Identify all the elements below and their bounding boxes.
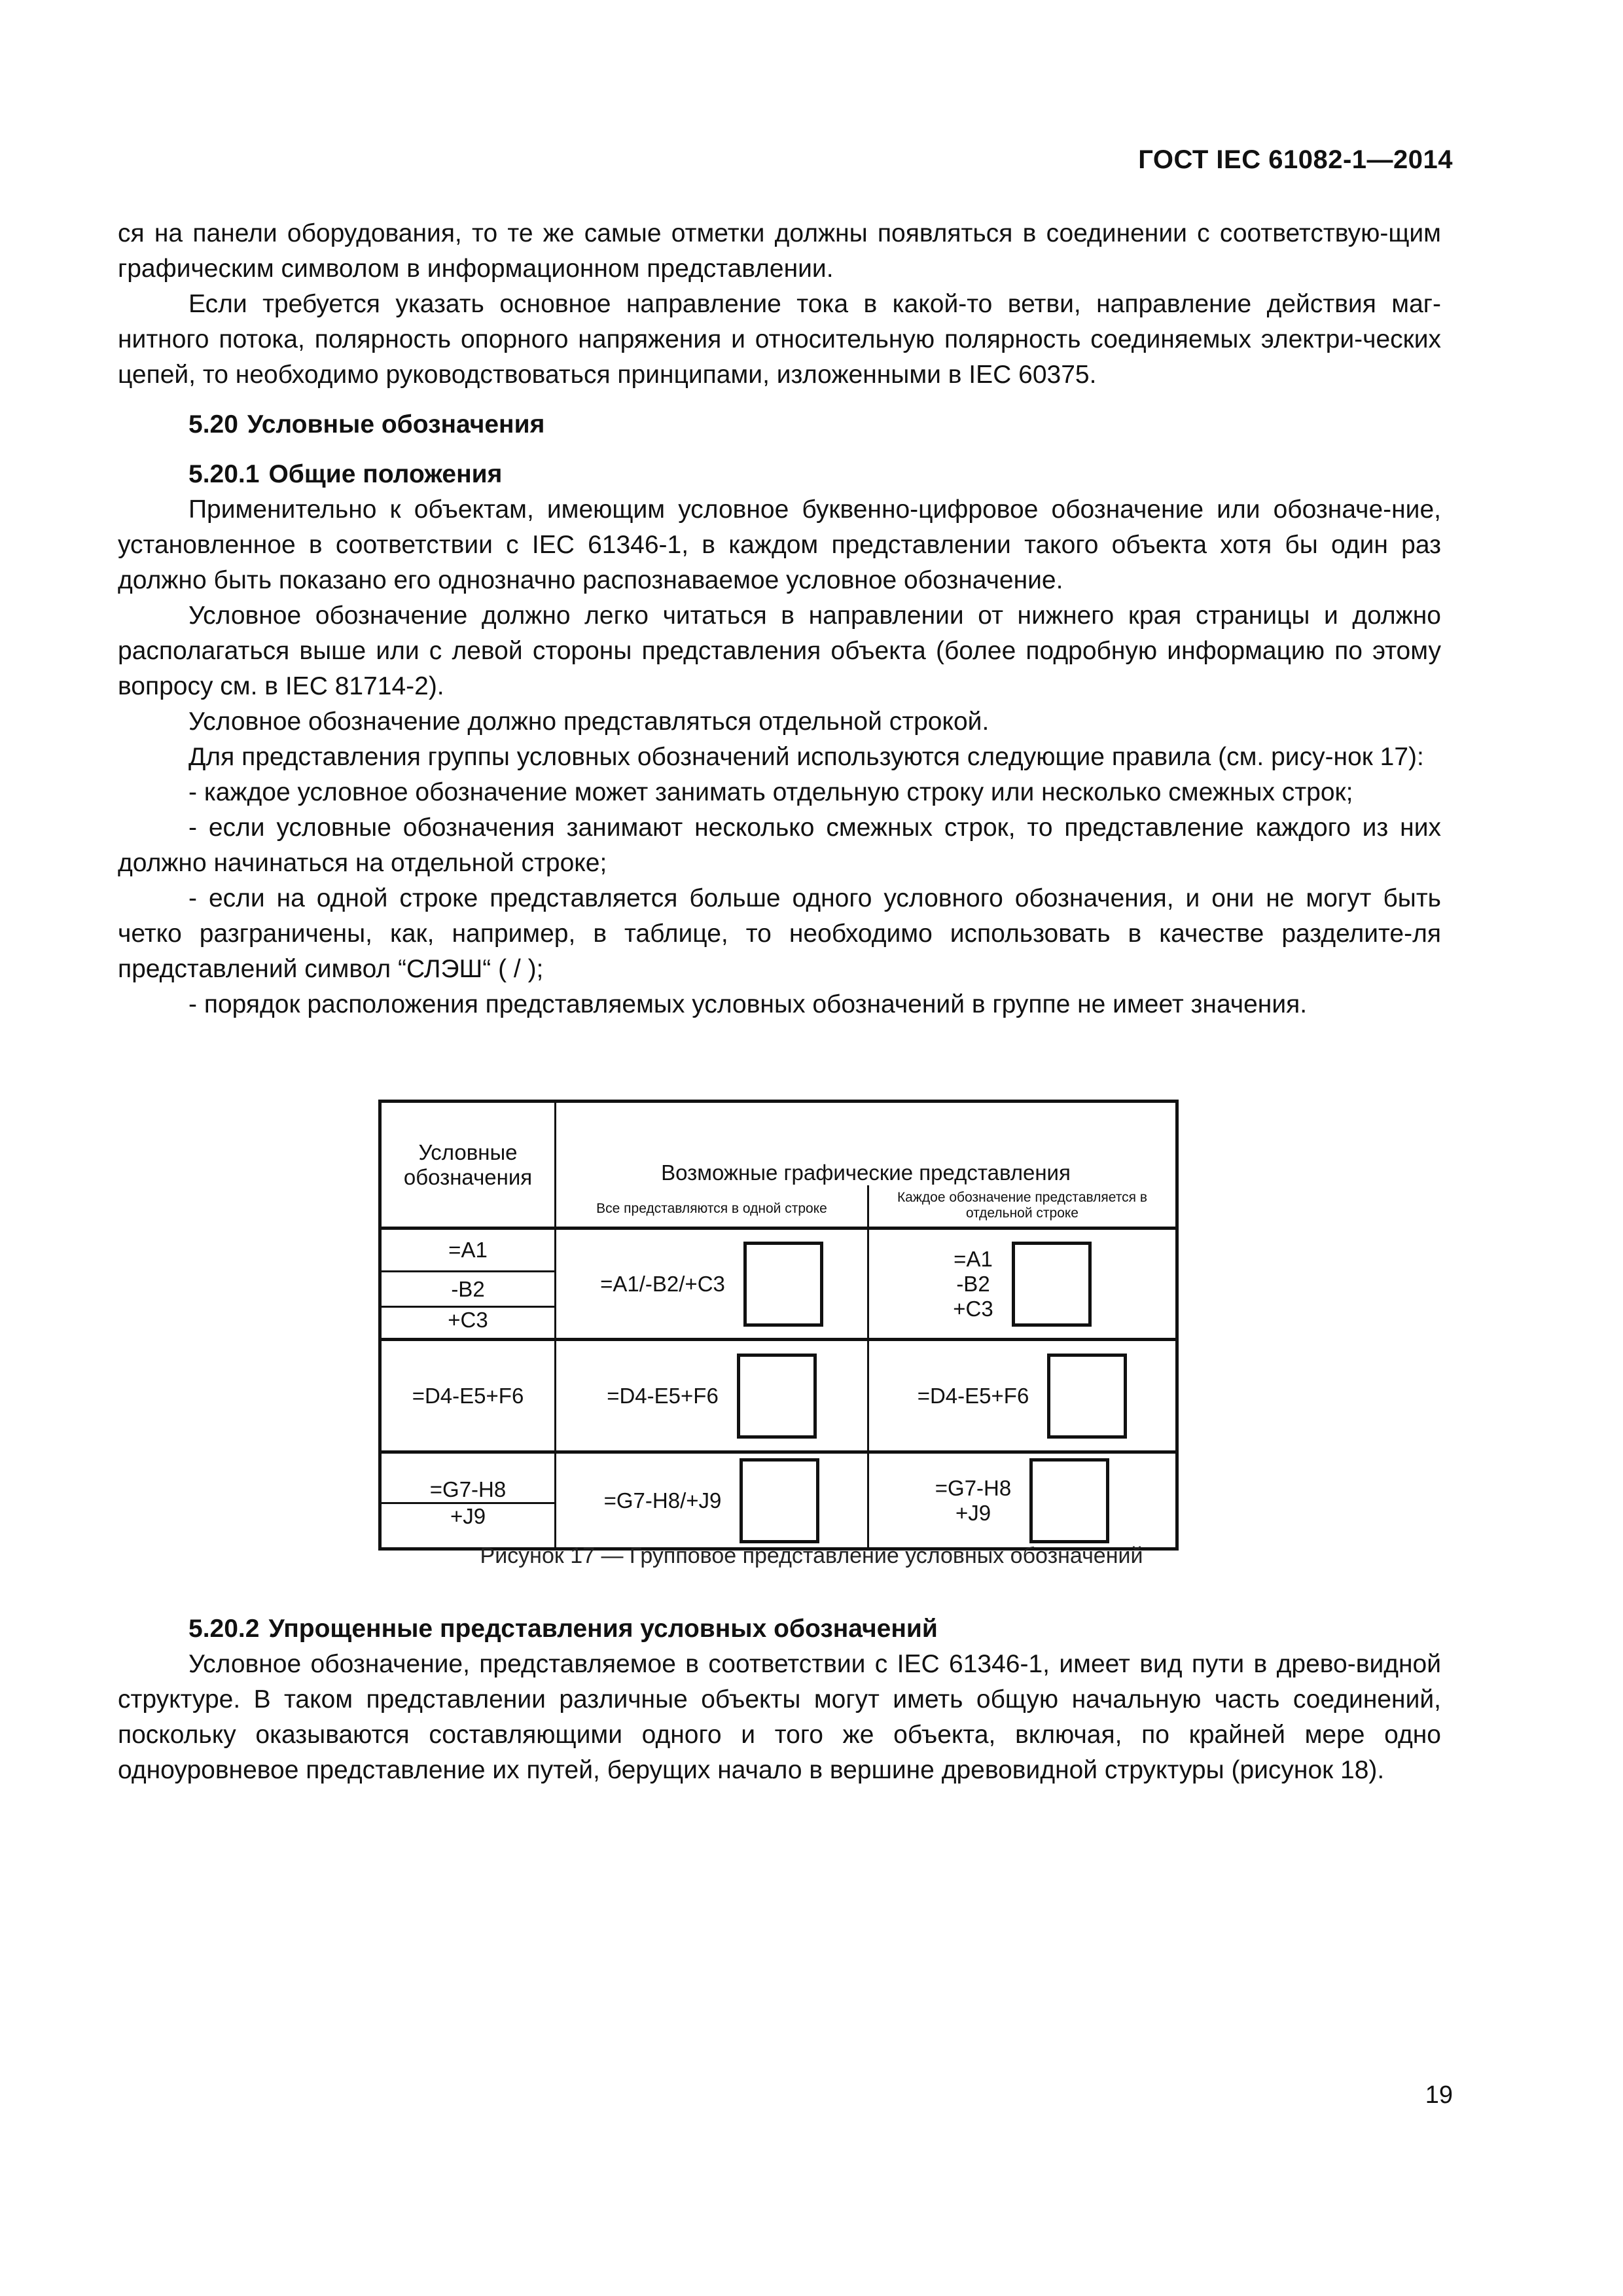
- page-number: 19: [1425, 2081, 1453, 2109]
- paragraph: Условное обозначение должно представляться отдельной строкой.: [188, 708, 990, 736]
- subheader-separate-lines: Каждое обозначение представляется в отдельной строке: [868, 1185, 1177, 1229]
- paragraph: Для представления группы условных обозначений используются следующие правила (см. рису-нок 17):: [188, 743, 1424, 771]
- header-designations: Условные обозначения: [380, 1102, 556, 1229]
- graphic-symbol-box: [737, 1354, 817, 1439]
- subheader-single-line: Все представляются в одной строке: [556, 1185, 868, 1229]
- designation-cell: -B2: [380, 1272, 556, 1307]
- single-line-cell: =G7-H8/+J9: [556, 1452, 868, 1549]
- section-title: Упрощенные представления условных обозначений: [268, 1615, 938, 1643]
- section-title: Общие положения: [268, 460, 503, 488]
- designation-cell: =D4-E5+F6: [380, 1340, 556, 1452]
- section-title: Условные обозначения: [247, 410, 545, 439]
- paragraph: Если требуется указать основное направление тока в какой-то ветви, направление действия маг-нитного потока, полярность опорного напряжения и относительную полярность соединяемых электри-ческих цепей, то необходимо руководствоваться принципами, изложенными в IEC 60375.: [118, 290, 1441, 389]
- list-item: - если на одной строке представляется больше одного условного обозначения, и они не могут быть четко разграничены, как, например, в таблице, то необходимо использовать в качестве разделите-ля представлений символ “СЛЭШ“ ( / );: [118, 884, 1441, 983]
- paragraph: Применительно к объектам, имеющим условное буквенно-цифровое обозначение или обозначе-ние, установленное в соответствии с IEC 61346-1, в каждом представлении такого объекта хотя бы один раз должно быть показано его однозначно распознаваемое условное обозначение.: [118, 495, 1441, 594]
- paragraph: Условное обозначение, представляемое в соответствии с IEC 61346-1, имеет вид пути в древо-видной структуре. В таком представлении различные объекты могут иметь общую начальную часть соединений, поскольку оказываются составляющими одного и того же объекта, включая, по крайней мере одно одноуровневое представление их путей, берущих начало в вершине древовидной структуры (рисунок 18).: [118, 1650, 1441, 1784]
- designation-cell: +J9: [380, 1503, 556, 1549]
- section-number: 5.20.1: [188, 460, 260, 488]
- graphic-symbol-box: [1012, 1242, 1092, 1327]
- list-item: - если условные обозначения занимают несколько смежных строк, то представление каждого из них должно начинаться на отдельной строке;: [118, 814, 1441, 877]
- list-item: - порядок расположения представляемых условных обозначений в группе не имеет значения.: [188, 990, 1308, 1018]
- section-number: 5.20: [188, 410, 238, 439]
- section-number: 5.20.2: [188, 1615, 260, 1643]
- single-line-cell: =A1/-B2/+C3: [556, 1229, 868, 1340]
- section-heading-5-20: [118, 407, 1441, 442]
- paragraph: Условное обозначение должно легко читаться в направлении от нижнего края страницы и должно располагаться выше или с левой стороны представления объекта (более подробную информацию по этому вопросу см. в IEC 81714-2).: [118, 601, 1441, 700]
- single-line-cell: =D4-E5+F6: [556, 1340, 868, 1452]
- separate-lines-cell: =D4-E5+F6: [868, 1340, 1177, 1452]
- section-heading-5-20-2: [118, 1611, 1441, 1647]
- designation-cell: =A1: [380, 1229, 556, 1272]
- header-graphic-representations: Возможные графические представления: [556, 1102, 1177, 1185]
- figure-caption: Рисунок 17 — Групповое представление условных обозначений: [480, 1543, 1143, 1568]
- main-text-continued: [118, 1611, 1441, 1788]
- designation-cell: =G7-H8: [380, 1452, 556, 1503]
- designation-cell: +C3: [380, 1307, 556, 1340]
- list-item: - каждое условное обозначение может занимать отдельную строку или несколько смежных строк;: [188, 778, 1353, 806]
- separate-lines-cell: =A1 -B2 +C3: [868, 1229, 1177, 1340]
- main-text: [118, 216, 1441, 1022]
- paragraph: ся на панели оборудования, то те же самые отметки должны появляться в соединении с соответствую-щим графическим символом в информационном представлении.: [118, 219, 1441, 283]
- section-heading-5-20-1: [118, 457, 1441, 492]
- separate-lines-cell: =G7-H8 +J9: [868, 1452, 1177, 1549]
- graphic-symbol-box: [1029, 1458, 1109, 1543]
- figure-17-table: [378, 1100, 1175, 1528]
- document-code: ГОСТ IEC 61082-1—2014: [1138, 145, 1453, 174]
- graphic-symbol-box: [1047, 1354, 1127, 1439]
- graphic-symbol-box: [743, 1242, 823, 1327]
- graphic-symbol-box: [740, 1458, 819, 1543]
